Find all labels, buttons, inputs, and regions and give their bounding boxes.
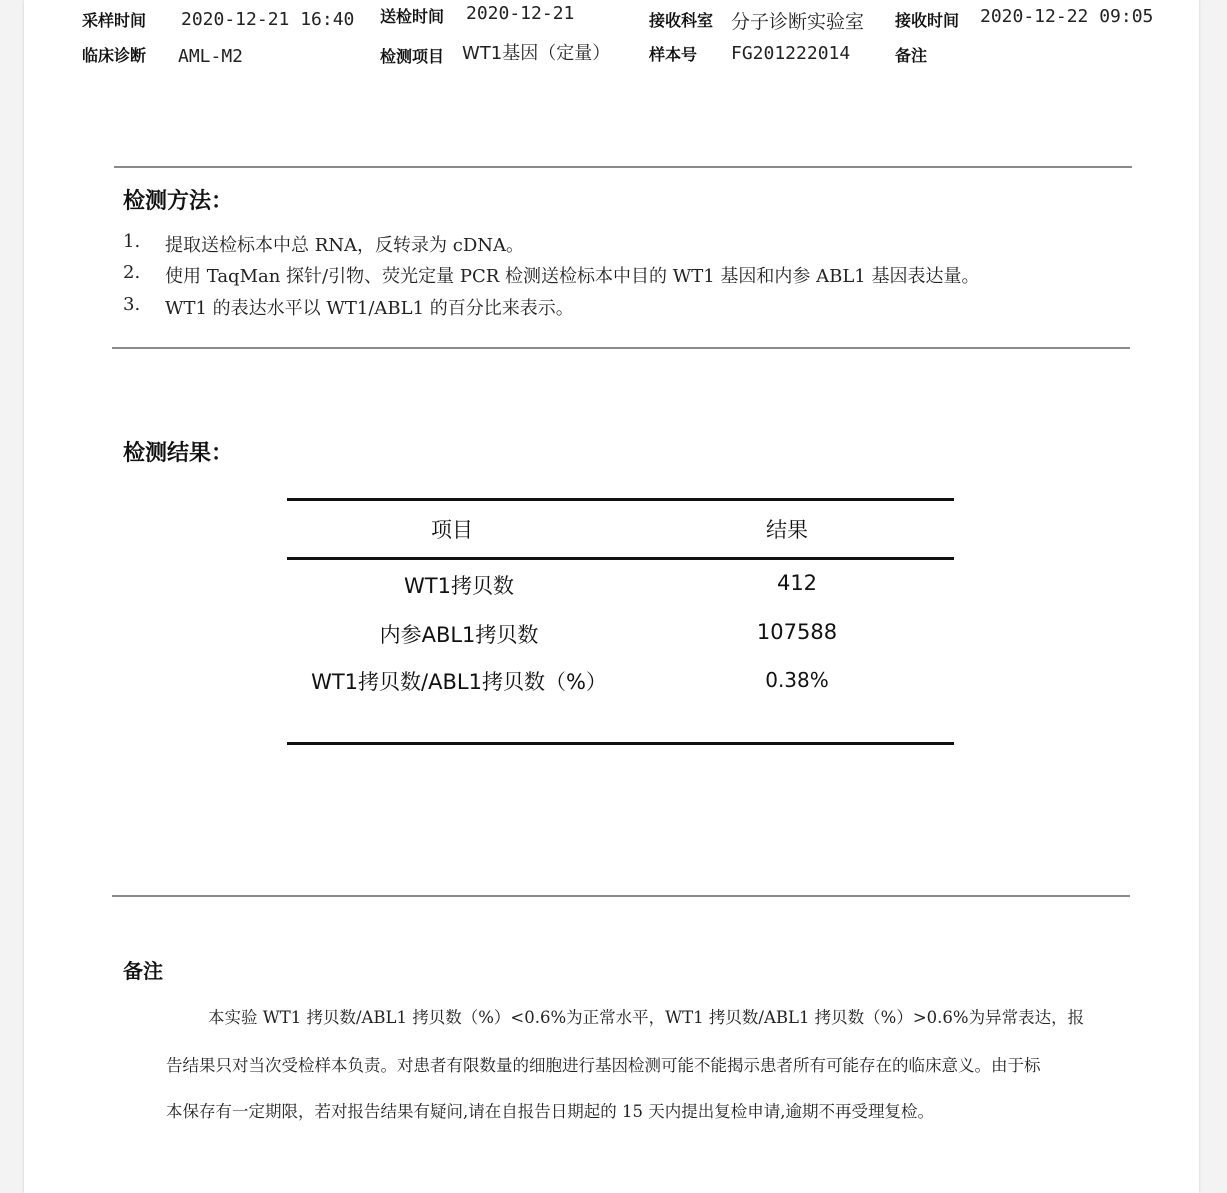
table-bottom-rule bbox=[287, 742, 954, 745]
method-item-2 bbox=[123, 262, 1123, 286]
test-item-label: 检测项目 bbox=[380, 47, 445, 66]
table-header-result: 结果 bbox=[766, 518, 808, 542]
sample-no-label: 样本号 bbox=[649, 45, 698, 64]
collect-time-value: 2020-12-21 16:40 bbox=[181, 9, 355, 30]
notes-line-2: 告结果只对当次受检样本负责。对患者有限数量的细胞进行基因检测可能不能揭示患者所有可能存在的临床意义。由于标 bbox=[166, 1056, 1041, 1075]
table-row-1-value: 412 bbox=[776, 571, 818, 595]
table-row-2-value: 107588 bbox=[756, 620, 838, 644]
report-page bbox=[24, 0, 1199, 1193]
notes-line-1: 本实验 WT1 拷贝数/ABL1 拷贝数（%）<0.6%为正常水平，WT1 拷贝数/ABL1 拷贝数（%）>0.6%为异常表达，报 bbox=[208, 1008, 1085, 1027]
method-item-3-text: WT1 的表达水平以 WT1/ABL1 的百分比来表示。 bbox=[165, 298, 574, 319]
method-item-1-text: 提取送检标本中总 RNA，反转录为 cDNA。 bbox=[165, 235, 525, 256]
method-title: 检测方法： bbox=[123, 189, 234, 214]
table-row-3-value: 0.38% bbox=[765, 668, 829, 692]
receive-time-value: 2020-12-22 09:05 bbox=[980, 6, 1154, 27]
dept-value: 分子诊断实验室 bbox=[731, 11, 865, 33]
collect-time-label: 采样时间 bbox=[82, 11, 147, 30]
method-item-1 bbox=[123, 231, 1123, 255]
notes-title: 备注 bbox=[123, 959, 163, 983]
send-time-label: 送检时间 bbox=[380, 7, 445, 26]
method-item-2-num: 2. bbox=[123, 262, 141, 283]
diagnosis-value: AML-M2 bbox=[178, 46, 244, 67]
divider-method-top bbox=[114, 166, 1132, 168]
table-header-item: 项目 bbox=[431, 518, 473, 542]
test-item-value: WT1基因（定量） bbox=[462, 43, 611, 64]
results-title: 检测结果： bbox=[123, 441, 234, 466]
notes-line-3: 本保存有一定期限，若对报告结果有疑问,请在自报告日期起的 15 天内提出复检申请,逾期不再受理复检。 bbox=[166, 1102, 934, 1121]
table-row-3-item: WT1拷贝数/ABL1拷贝数（%） bbox=[311, 670, 607, 694]
method-item-2-text: 使用 TaqMan 探针/引物、荧光定量 PCR 检测送检标本中目的 WT1 基因和内参 ABL1 基因表达量。 bbox=[165, 266, 980, 287]
send-time-value: 2020-12-21 bbox=[466, 3, 575, 24]
receive-time-label: 接收时间 bbox=[895, 11, 960, 30]
table-header-rule bbox=[287, 557, 954, 560]
divider-notes-top bbox=[112, 895, 1130, 897]
remark-label: 备注 bbox=[895, 46, 928, 65]
method-item-3-num: 3. bbox=[123, 294, 141, 315]
method-item-3 bbox=[123, 294, 1123, 318]
method-item-1-num: 1. bbox=[123, 231, 141, 252]
divider-method-bottom bbox=[112, 347, 1130, 349]
table-row-1-item: WT1拷贝数 bbox=[404, 574, 514, 598]
sample-no-value: FG201222014 bbox=[731, 43, 851, 64]
dept-label: 接收科室 bbox=[649, 11, 714, 30]
table-top-rule bbox=[287, 498, 954, 501]
diagnosis-label: 临床诊断 bbox=[82, 46, 147, 65]
table-row-2-item: 内参ABL1拷贝数 bbox=[379, 623, 539, 647]
